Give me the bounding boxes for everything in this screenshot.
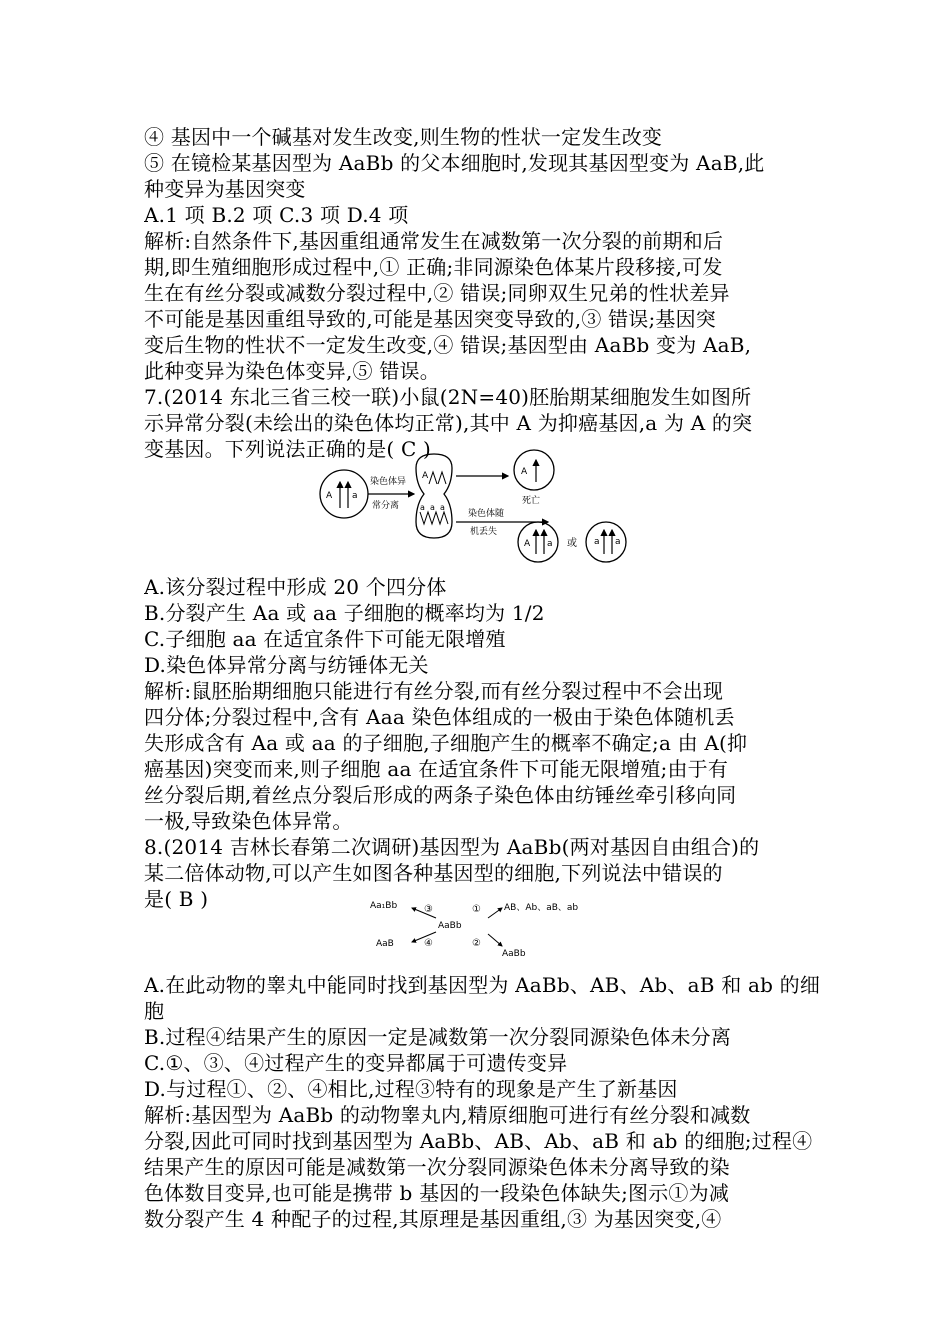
death-label: 死亡 (522, 496, 541, 506)
text-line: 8.(2014 吉林长春第二次调研)基因型为 AaBb(两对基因自由组合)的 (144, 835, 760, 859)
text-line: 结果产生的原因可能是减数第一次分裂同源染色体未分离导致的染 (144, 1155, 730, 1179)
text-line: C.①、③、④过程产生的变异都属于可遗传变异 (144, 1051, 568, 1075)
or-label: 或 (567, 538, 577, 549)
text-line: 数分裂产生 4 种配子的过程,其原理是基因重组,③ 为基因突变,④ (144, 1207, 722, 1231)
text-line: 变后生物的性状不一定发生改变,④ 错误;基因型由 AaBb 变为 AaB, (144, 333, 752, 357)
text-line: 示异常分裂(未绘出的染色体均正常),其中 A 为抑癌基因,a 为 A 的突 (144, 411, 753, 435)
text-line: 癌基因)突变而来,则子细胞 aa 在适宜条件下可能无限增殖;由于有 (144, 757, 729, 781)
gene-label-a: a (420, 503, 425, 512)
gene-label-a: a (594, 537, 600, 547)
genotype-process-figure (368, 894, 588, 962)
gene-label-a: a (352, 491, 358, 501)
text-line: ④ 基因中一个碱基对发生改变,则生物的性状一定发生改变 (144, 125, 663, 149)
text-line: 期,即生殖细胞形成过程中,① 正确;非同源染色体某片段移接,可发 (144, 255, 723, 279)
text-line: A.1 项 B.2 项 C.3 项 D.4 项 (144, 203, 409, 227)
text-line: 此种变异为染色体变异,⑤ 错误。 (144, 359, 440, 383)
text-line: A.在此动物的睾丸中能同时找到基因型为 AaBb、AB、Ab、aB 和 ab 的细 (144, 973, 821, 997)
arrow-label-random-loss-2: 机丢失 (470, 527, 498, 537)
text-line: 生在有丝分裂或减数分裂过程中,② 错误;同卵双生兄弟的性状差异 (144, 281, 730, 305)
gene-label-a: a (430, 503, 435, 512)
result-1: AB、Ab、aB、ab (504, 903, 579, 913)
arrow-label-random-loss: 染色体随 (468, 509, 505, 519)
text-line: B.过程④结果产生的原因一定是减数第一次分裂同源染色体未分离 (144, 1025, 732, 1049)
text-line: 7.(2014 东北三省三校一联)小鼠(2N=40)胚胎期某细胞发生如图所 (144, 385, 752, 409)
text-line: C.子细胞 aa 在适宜条件下可能无限增殖 (144, 627, 506, 651)
text-line: 胞 (144, 999, 165, 1023)
daughter-cell-dead (514, 450, 554, 490)
text-line: A.该分裂过程中形成 20 个四分体 (144, 575, 447, 599)
cell-division-figure (316, 448, 636, 566)
text-line: B.分裂产生 Aa 或 aa 子细胞的概率均为 1/2 (144, 601, 545, 625)
gene-label-A: A (521, 467, 528, 477)
text-line: 一极,导致染色体异常。 (144, 809, 353, 833)
text-line: D.与过程①、②、④相比,过程③特有的现象是产生了新基因 (144, 1077, 678, 1101)
text-line: 解析:基因型为 AaBb 的动物睾丸内,精原细胞可进行有丝分裂和减数 (144, 1103, 751, 1127)
text-line: 某二倍体动物,可以产生如图各种基因型的细胞,下列说法中错误的 (144, 861, 723, 885)
dividing-cell (416, 454, 452, 538)
text-line: 丝分裂后期,着丝点分裂后形成的两条子染色体由纺锤丝牵引移向同 (144, 783, 737, 807)
text-block-bottom (144, 972, 820, 1232)
text-block-mid (144, 574, 759, 912)
gene-label-A: A (524, 539, 531, 549)
gene-label-a: a (615, 537, 621, 547)
result-4: AaB (376, 939, 394, 949)
process-4-label: ④ (424, 938, 433, 949)
text-line: 是( B ) (144, 887, 209, 911)
text-line: 解析:自然条件下,基因重组通常发生在减数第一次分裂的前期和后 (144, 229, 724, 253)
text-line: 变基因。下列说法正确的是( C ) (144, 437, 432, 461)
text-line: ⑤ 在镜检某基因型为 AaBb 的父本细胞时,发现其基因型变为 AaB,此 (144, 151, 765, 175)
gene-label-a: a (547, 539, 553, 549)
gene-label-a: a (440, 503, 445, 512)
gene-label-A: A (422, 471, 429, 481)
text-line: 不可能是基因重组导致的,可能是基因突变导致的,③ 错误;基因突 (144, 307, 717, 331)
center-genotype: AaBb (438, 921, 462, 931)
gene-label-A: A (326, 491, 333, 501)
text-line: D.染色体异常分离与纺锤体无关 (144, 653, 429, 677)
arrow-label-abnormal-separation-2: 常分离 (372, 501, 400, 511)
text-line: 种变异为基因突变 (144, 177, 306, 201)
result-3: Aa₁Bb (370, 901, 398, 911)
result-2: AaBb (502, 949, 526, 959)
text-line: 色体数目变异,也可能是携带 b 基因的一段染色体缺失;图示①为减 (144, 1181, 730, 1205)
process-1-label: ① (472, 904, 481, 915)
text-line: 失形成含有 Aa 或 aa 的子细胞,子细胞产生的概率不确定;a 由 A(抑 (144, 731, 748, 755)
process-2-label: ② (472, 938, 481, 949)
text-line: 分裂,因此可同时找到基因型为 AaBb、AB、Ab、aB 和 ab 的细胞;过程④ (144, 1129, 813, 1153)
process-3-label: ③ (424, 904, 433, 915)
arrow-label-abnormal-separation: 染色体异 (370, 477, 407, 487)
text-block-top (144, 124, 764, 462)
text-line: 四分体;分裂过程中,含有 Aaa 染色体组成的一极由于染色体随机丢 (144, 705, 735, 729)
text-line: 解析:鼠胚胎期细胞只能进行有丝分裂,而有丝分裂过程中不会出现 (144, 679, 724, 703)
